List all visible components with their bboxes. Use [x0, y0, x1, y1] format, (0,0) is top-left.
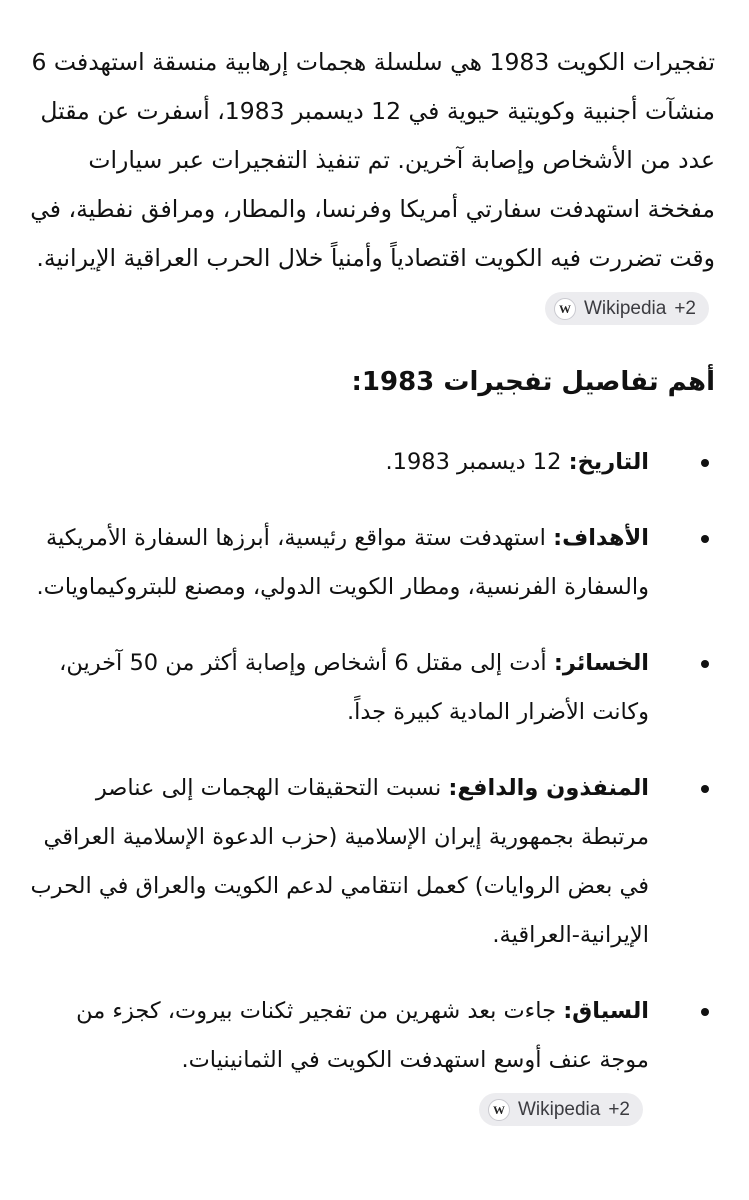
item-label: السياق:: [563, 998, 649, 1024]
wikipedia-logo-icon: W: [488, 1099, 510, 1121]
details-list: [30, 438, 715, 1134]
item-text: 12 ديسمبر 1983.: [385, 449, 569, 475]
item-text: أدت إلى مقتل 6 أشخاص وإصابة أكثر من 50 آخرين، وكانت الأضرار المادية كبيرة جداً.: [59, 650, 649, 725]
list-item-casualties: [30, 639, 715, 737]
item-text: استهدفت ستة مواقع رئيسية، أبرزها السفارة الأمريكية والسفارة الفرنسية، ومطار الكويت الدولي، ومصنع للبتروكيماويات.: [36, 525, 649, 600]
source-chip-name: Wikipedia: [583, 298, 667, 319]
bullet-icon: [701, 785, 709, 793]
source-chip-count: +2: [674, 298, 696, 319]
bullet-icon: [701, 535, 709, 543]
wikipedia-logo-icon: W: [554, 298, 576, 320]
source-chip-count: +2: [608, 1099, 630, 1120]
list-item-context: [30, 987, 715, 1134]
item-label: المنفذون والدافع:: [448, 775, 649, 801]
list-item-date: [30, 438, 715, 487]
bullet-icon: [701, 459, 709, 467]
source-chip-context[interactable]: [479, 1093, 643, 1126]
intro-paragraph: [30, 38, 715, 332]
list-item-perpetrators: [30, 764, 715, 960]
list-item-targets: [30, 514, 715, 612]
source-chip-intro[interactable]: [545, 292, 709, 325]
bullet-icon: [701, 660, 709, 668]
bullet-icon: [701, 1008, 709, 1016]
source-chip-name: Wikipedia: [517, 1099, 601, 1120]
item-label: الخسائر:: [553, 650, 649, 676]
section-heading: أهم تفاصيل تفجيرات 1983:: [351, 367, 715, 397]
item-label: التاريخ:: [568, 449, 649, 475]
intro-text: تفجيرات الكويت 1983 هي سلسلة هجمات إرهابية منسقة استهدفت 6 منشآت أجنبية وكويتية حيوية في 12 ديسمبر 1983، أسفرت عن مقتل عدد من الأشخاص وإصابة آخرين. تم تنفيذ التفجيرات عبر سيارات مفخخة استهدفت سفارتي أمريكا وفرنسا، والمطار، ومرافق نفطية، في وقت تضررت فيه الكويت اقتصادياً وأمنياً خلال الحرب العراقية الإيرانية.: [30, 48, 715, 272]
item-text: جاءت بعد شهرين من تفجير ثكنات بيروت، كجزء من موجة عنف أوسع استهدفت الكويت في الثمانينيات.: [76, 998, 649, 1073]
item-label: الأهداف:: [553, 525, 649, 551]
item-text: نسبت التحقيقات الهجمات إلى عناصر مرتبطة بجمهورية إيران الإسلامية (حزب الدعوة الإسلامية العراقي في بعض الروايات) كعمل انتقامي لدعم الكويت والعراق في الحرب الإيرانية-العراقية.: [30, 775, 649, 948]
